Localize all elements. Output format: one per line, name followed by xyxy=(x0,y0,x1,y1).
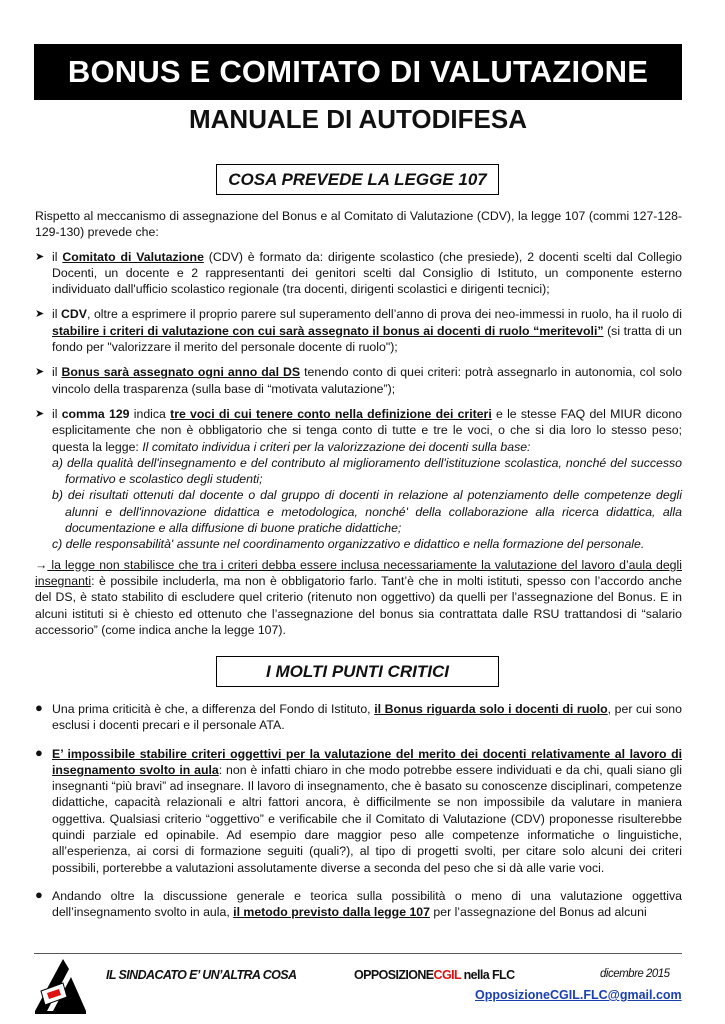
emphasis-text: il Bonus riguarda solo i docenti di ruolo xyxy=(374,702,608,716)
emphasis-text: tre voci di cui tenere conto nella definizione dei criteri xyxy=(170,406,492,421)
emphasis-text: E’ impossibile stabilire criteri oggettivi per la valutazione del merito dei docenti relativamente al lavoro di insegnamento svolto in aula xyxy=(52,746,682,777)
list-item: ● Andando oltre la discussione generale e teorica sulla possibilità o meno di una valutazione oggettiva dell’insegnamento svolto in aula, il metodo previsto dalla legge 107 per l’assegnazione del Bonus ad alcuni xyxy=(35,886,682,920)
footer-divider xyxy=(34,953,682,954)
legge-bullet-list xyxy=(35,249,682,553)
arrowhead-bullet-icon: ➤ xyxy=(35,308,45,321)
criterion-c: c) delle responsabilità' assunte nel coordinamento organizzativo e didattico e nella formazione del personale. xyxy=(52,537,645,552)
union-logo-icon xyxy=(33,957,88,1015)
criterion-a: a) della qualità dell'insegnamento e del contributo al miglioramento dell'istituzione scolastica, nonché del successo formativo e scolastico degli studenti; xyxy=(52,455,682,487)
list-item: ➤ il CDV, oltre a esprimere il proprio parere sul superamento dell’anno di prova dei neo-immessi in ruolo, ha il ruolo di stabilire i criteri di valutazione con cui sarà assegnato il bonus ai docenti di ruolo “meritevoli” (si tratta di un fondo per "valorizzare il merito del personale docente di ruolo"); xyxy=(35,307,682,355)
section-heading-legge-107: COSA PREVEDE LA LEGGE 107 xyxy=(216,164,499,195)
criterion-b: b) dei risultati ottenuti dal docente o dal gruppo di docenti in relazione al potenziamento delle competenze degli alunni e dell'innovazione didattica e metodologica, nonché' della collaborazione alla ricerca didattica, alla documentazione e alla diffusione di buone pratiche didattiche; xyxy=(52,488,682,536)
section-heading-punti-critici: I MOLTI PUNTI CRITICI xyxy=(216,656,499,687)
section-2-body xyxy=(35,701,682,930)
footer-email-link[interactable]: OpposizioneCGIL.FLC@gmail.com xyxy=(475,988,682,1002)
emphasis-text: Bonus sarà assegnato ogni anno dal DS xyxy=(61,365,301,380)
arrow-right-icon: → xyxy=(35,557,48,572)
bullet-dot-icon: ● xyxy=(35,886,43,902)
bullet-dot-icon: ● xyxy=(35,744,43,760)
bullet-dot-icon: ● xyxy=(35,700,43,715)
section-1-body xyxy=(35,208,682,638)
arrowhead-bullet-icon: ➤ xyxy=(35,366,45,379)
document-subtitle: MANUALE DI AUTODIFESA xyxy=(189,104,527,134)
critical-points-list xyxy=(35,701,682,921)
footer-date: dicembre 2015 xyxy=(600,968,670,980)
list-item: ● Una prima criticità è che, a differenza del Fondo di Istituto, il Bonus riguarda solo i docenti di ruolo, per cui sono esclusi i docenti precari e il personale ATA. xyxy=(35,700,682,733)
emphasis-text: il metodo previsto dalla legge 107 xyxy=(233,905,430,920)
note-paragraph: → la legge non stabilisce che tra i criteri debba essere inclusa necessariamente la valutazione del lavoro d’aula degli insegnanti: è possibile includerla, ma non è obbligatorio farlo. Tant’è che in molti istituti, spesso con l’accordo anche del DS, è stato stabilito di escludere quel criterio (ritenuto non oggettivo) da quelli per l’assegnazione del Bonus. E in alcuni istituti si è chiesto ed ottenuto che l’assegnazione del bonus sia contrattata dalle RSU trattandosi di “salario accessorio” (come indica anche la legge 107). xyxy=(35,557,682,637)
footer-organization: OPPOSIZIONECGIL nella FLC xyxy=(354,968,515,982)
list-item: ➤ il Bonus sarà assegnato ogni anno dal DS tenendo conto di quei criteri: potrà assegnarlo in autonomia, col solo vincolo della trasparenza (sulla base di “motivata valutazione”); xyxy=(35,365,682,396)
emphasis-text: stabilire i criteri di valutazione con cui sarà assegnato il bonus ai docenti di ruolo “meritevoli” xyxy=(52,323,604,338)
list-item: ● E’ impossibile stabilire criteri oggettivi per la valutazione del merito dei docenti relativamente al lavoro di insegnamento svolto in aula: non è infatti chiaro in che modo potrebbe essere individuati e da chi, quali siano gli insegnanti “più bravi” ad insegnare. Il lavoro di insegnamento, che è basato su conoscenze disciplinari, competenze didattiche, capacità relazionali e altri fattori ancora, è difficilmente se non impossibile da valutare in maniera oggettiva. Qualsiasi criterio “oggettivo” e verificabile che il Comitato di Valutazione (CDV) proponesse risulterebbe quindi parziale ed opinabile. Ad esempio dare maggior peso alle competenze informatiche o linguistiche, all’esperienza, ai corsi di formazione seguiti (quali?), al tipo di progetti svolti, per citare solo alcuni dei criteri possibili, porterebbe a valutazioni assolutamente diverse a seconda del peso che si dà alle varie voci. xyxy=(35,744,683,875)
list-item: ➤ il comma 129 indica tre voci di cui tenere conto nella definizione dei criteri e le stesse FAQ del MIUR dicono esplicitamente che non è obbligatorio che si tenga conto di tutte e tre le voci, o che si dia loro lo stesso peso; questa la legge: Il comitato individua i criteri per la valorizzazione dei docenti sulla base: a) della qualità dell'insegnamento e del contributo al miglioramento dell'istituzione scolastica, nonché del successo formativo e scolastico degli studenti; b) dei risultati ottenuti dal docente o dal gruppo di docenti in relazione al potenziamento delle competenze degli alunni e dell'innovazione didattica e metodologica, nonché' della collaborazione alla ricerca didattica, alla documentazione e alla diffusione di buone pratiche didattiche; c) delle responsabilità' assunte nel coordinamento organizzativo e didattico e nella formazione del personale. xyxy=(35,406,682,552)
arrowhead-bullet-icon: ➤ xyxy=(35,407,45,420)
arrowhead-bullet-icon: ➤ xyxy=(35,250,45,263)
emphasis-text: Comitato di Valutazione xyxy=(62,249,204,264)
intro-paragraph: Rispetto al meccanismo di assegnazione del Bonus e al Comitato di Valutazione (CDV), la legge 107 (commi 127-128-129-130) prevede che: xyxy=(35,209,682,240)
list-item: ➤ il Comitato di Valutazione (CDV) è formato da: dirigente scolastico (che presiede), 2 docenti scelti dal Collegio Docenti, un docente e 2 rappresentanti dei genitori scelti dal Consiglio di Istituto, un componente esterno individuato dall'ufficio scolastico regionale (tra docenti, dirigenti scolastici e dirigenti tecnici); xyxy=(35,249,682,297)
document-title: BONUS E COMITATO DI VALUTAZIONE xyxy=(34,44,682,100)
footer-slogan: IL SINDACATO E’ UN’ALTRA COSA xyxy=(106,968,297,982)
